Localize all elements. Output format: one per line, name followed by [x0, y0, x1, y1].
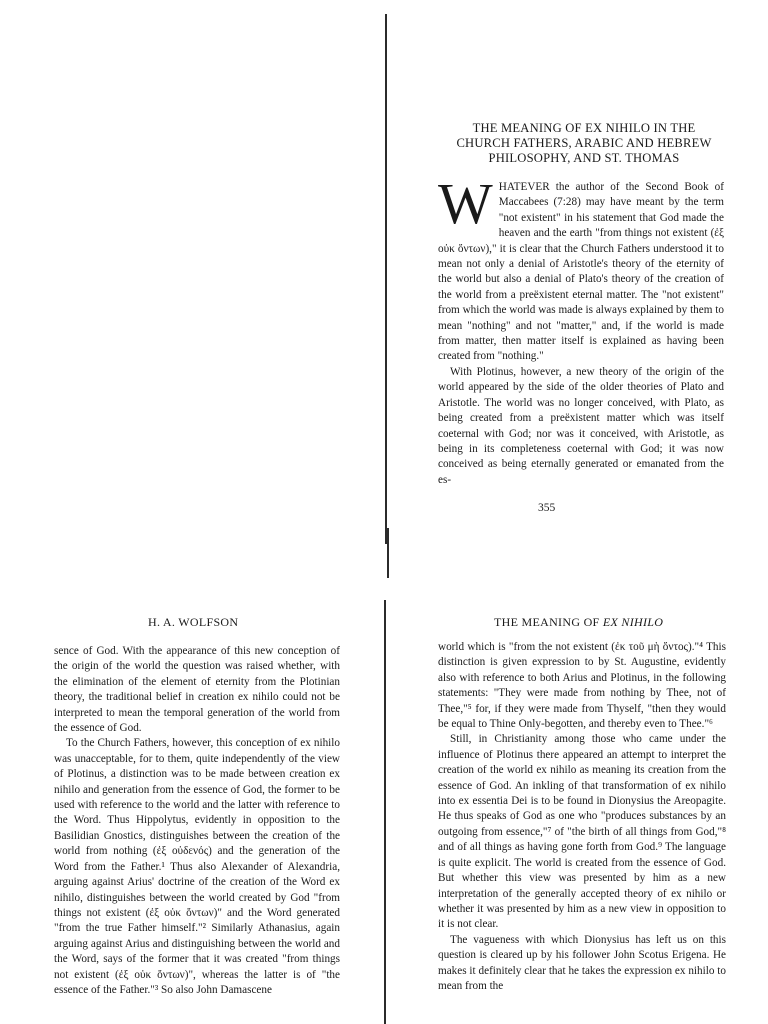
page-number: 355 [538, 502, 556, 514]
right-page-body [438, 640, 726, 994]
page-gutter-line-bottom [384, 600, 386, 1024]
left-running-head: H. A. WOLFSON [148, 615, 239, 629]
drop-cap: W [438, 171, 493, 236]
left-paragraph-1: sence of God. With the appearance of this new conception of the origin of the world the question was raised whether, with the elimination of the element of eternity from the Plotinian theory, the traditional belief in creation ex nihilo could not be interpreted to mean the temporal generation of the world from the essence of God. [54, 645, 340, 735]
left-paragraph-2: To the Church Fathers, however, this conception of ex nihilo was unacceptable, for to them, quite independently of the view of Plotinus, a distinction was to be made between creation ex nihilo and generation from the essence of God, the former to be used with reference to the world and the latter with reference to the Word. Thus Hippolytus, evidently in opposition to the Basilidian Gnostics, distinguishes between the creation of the world from nothing (ἐξ οὐδενός) and the generation of the Word from the Father.¹ Thus also Alexander of Alexandria, arguing against Arius' doctrine of the creation of the Word ex nihilo, distinguishes between the world created by God "from things not existent (ἐξ οὐκ ὄντων)" and the Word generated "from the true Father himself."² Similarly Athanasius, again arguing against Arius and distinguishing between the world and the Word, says of the former that it was created "from things not existent (ἐξ οὐκ ὄντων)", whereas the latter is of "the essence of the Father."³ So also John Damascene [54, 737, 340, 996]
opening-paragraph-text: HATEVER the author of the Second Book of Maccabees (7:28) may have meant by the term "not existent" in his statement that God made the heaven and the earth "from things not existent (ἐξ οὐκ ὄντων)," it is clear that the Church Fathers understood it to mean not only a denial of Aristotle's theory of the eternity of the world but also a denial of Plato's theory of the creation of the world from a preëxistent eternal matter. The "not existent" from which the world was made is always explained by them to mean "nothing" and not "matter," and, if the world is made from matter, then matter itself is explained as having been created from "nothing." [438, 181, 724, 363]
title-line-2: CHURCH FATHERS, ARABIC AND HEBREW [456, 135, 712, 150]
left-page-body [54, 644, 340, 998]
right-running-head: THE MEANING OF EX NIHILO [494, 615, 664, 629]
opening-paragraph [438, 171, 724, 365]
top-page-body [438, 171, 724, 488]
page-gutter-line-top [385, 14, 387, 544]
title-line-3: PHILOSOPHY, AND ST. THOMAS [488, 150, 680, 165]
right-paragraph-3: The vagueness with which Dionysius has left us on this question is cleared up by his follower John Scotus Erigena. He makes it definitely clear that he takes the expression ex nihilo to mean from the [438, 933, 726, 992]
chapter-title [434, 121, 734, 165]
title-line-1: THE MEANING OF EX NIHILO IN THE [472, 121, 696, 135]
plotinus-paragraph: With Plotinus, however, a new theory of the origin of the world appeared by the side of the older theories of Plato and Aristotle. The world was no longer conceived, with Plato, as being created from a preëxistent matter which was itself coeternal with God; nor was it conceived, with Aristotle, as being in its completeness coeternal with God; it was now conceived as being eternally generated or emanated from the es- [438, 365, 724, 486]
page-gutter-line-mid [387, 528, 389, 578]
right-paragraph-1: world which is "from the not existent (ἐκ τοῦ μὴ ὄντος)."⁴ This distinction is given expression to by St. Augustine, evidently also with reference to both Arius and Plotinus, in the following statements: "They were made from nothing by Thee, not of Thee,"⁵ for, if they were made from Thyself, "then they would be equal to Thine Only-begotten, and thereby even to Thee."⁶ [438, 641, 726, 731]
running-head-italic: EX NIHILO [602, 615, 664, 629]
right-paragraph-2: Still, in Christianity among those who came under the influence of Plotinus there appeared an attempt to interpret the creation of the world ex nihilo as meaning its creation from the essence of God. An inkling of that transformation of ex nihilo into ex essentia Dei is to be found in Dionysius the Areopagite. He thus speaks of God as one who "produces substances by an outgoing from essence,"⁷ of "the birth of all things from God,"⁸ and of all things as having gone forth from God.⁹ The language is quite explicit. The world is created from the essence of God. But whether this view was presented by him as a new interpretation of the generally accepted theory of ex nihilo or whether it was presented by him as a new view in opposition to it is not clear. [438, 733, 726, 931]
